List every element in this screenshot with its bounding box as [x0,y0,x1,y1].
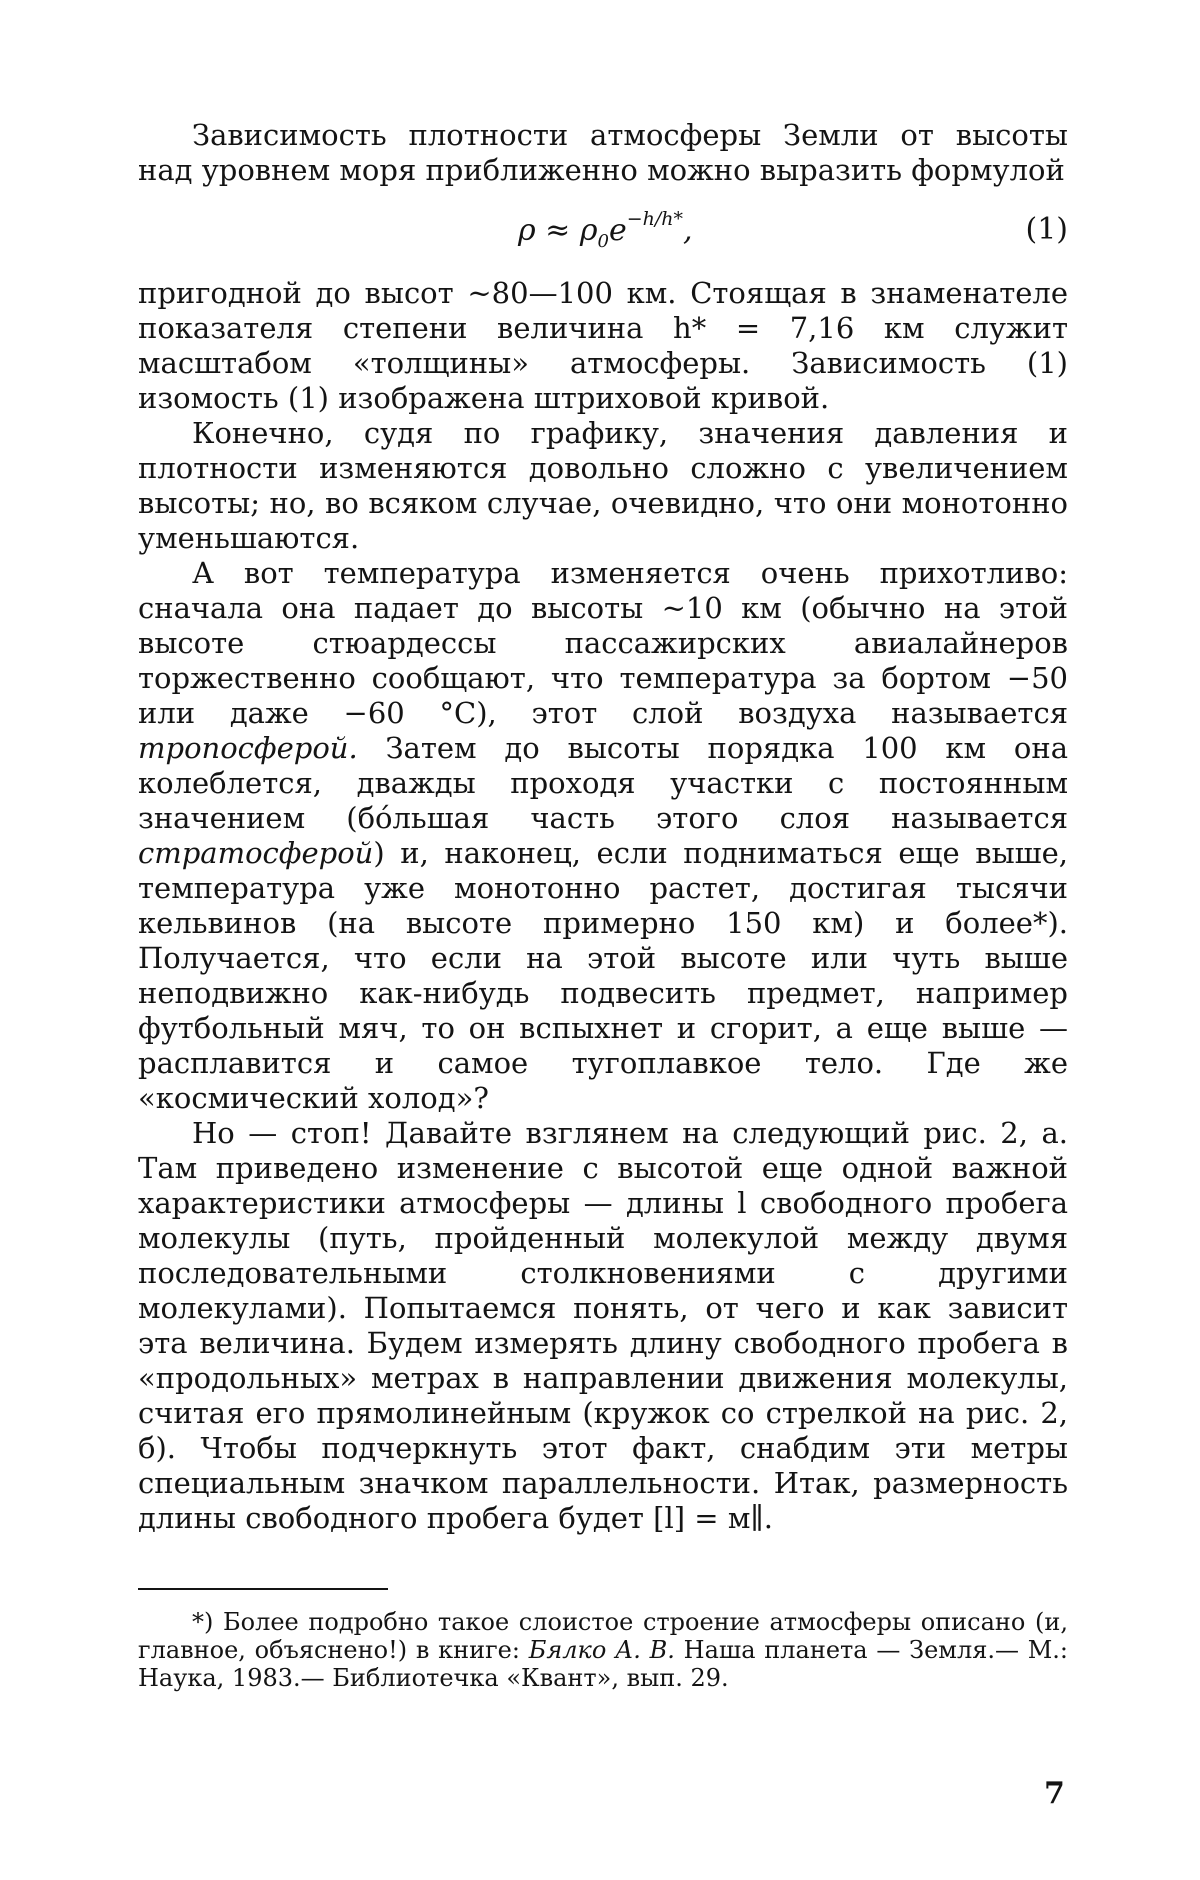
footnote-author: Бялко А. В. [528,1636,675,1664]
equation-number: (1) [1025,212,1068,247]
paragraph-mean-free-path: Но — стоп! Давайте взглянем на следующий рис. 2, а. Там приведено изменение с высотой еще одной важной характеристики атмосферы — длины l свободного пробега молекулы (путь, пройденный молекулой между двумя последовательными столкновениями с другими молекулами). Попытаемся понять, от чего и как зависит эта величина. Будем измерять длину свободного пробега в «продольных» метрах в направлении движения молекулы, считая его прямолинейным (кружок со стрелкой на рис. 2, б). Чтобы подчеркнуть этот факт, снабдим эти метры специальным значком параллельности. Итак, размерность длины свободного пробега будет [l] = м∥. [138,1116,1068,1535]
footnote-text-2: Наша планета — Земля.— М.: Наука, 1983.— Библиотечка «Квант», вып. 29. [138,1636,1069,1692]
temperature-text-3: ) и, наконец, если подниматься еще выше, температура уже монотонно растет, достигая тысячи кельвинов (на высоте примерно 150 км) и более*). Получается, что если на этой высоте или чуть выше неподвижно как-нибудь подвесить предмет, например футбольный мяч, то он вспыхнет и сгорит, а еще выше — расплавится и самое тугоплавкое тело. Где же «космический холод»? [138,836,1068,1115]
formula-block [138,202,1068,262]
paragraph-temperature [138,556,1068,1116]
density-formula [518,208,693,252]
formula-lhs: ρ ≈ ρ [518,213,598,248]
temperature-text-2: Затем до высоты порядка 100 км она колеблется, дважды проходя участки с постоянным значением (бо́льшая часть этого слоя называется [138,731,1068,835]
temperature-text-1: А вот температура изменяется очень прихотливо: сначала она падает до высоты ~10 км (обычно на этой высоте стюардессы пассажирских авиалайнеров торжественно сообщают, что температура за бортом −50 или даже −60 °C), этот слой воздуха называется [138,556,1068,730]
term-stratosphere: стратосферой [138,836,374,870]
formula-exponent: −h/h* [626,208,683,230]
footnote-divider [138,1588,388,1590]
footnote [138,1608,1068,1692]
formula-base: e [608,213,627,248]
paragraph-monotonic: Конечно, судя по графику, значения давления и плотности изменяются довольно сложно с увеличением высоты; но, во всяком случае, очевидно, что они монотонно уменьшаются. [138,416,1068,555]
footnote-text-1: *) Более подробно такое слоистое строение атмосферы описано (и, главное, объяснено!) в книге: [138,1608,1068,1664]
paragraph-scale-height: пригодной до высот ~80—100 км. Стоящая в знаменателе показателя степени величина h* = 7,16 км служит масштабом «толщины» атмосферы. Зависимость (1) изомость (1) изображена штриховой кривой. [138,276,1068,415]
page-body [138,118,1068,1692]
term-troposphere: тропосферой. [138,731,358,765]
formula-subscript: 0 [597,231,609,252]
page-number: 7 [1044,1776,1065,1811]
paragraph-intro: Зависимость плотности атмосферы Земли от высоты над уровнем моря приближенно можно выразить формулой [138,118,1068,187]
formula-comma: , [683,213,693,248]
